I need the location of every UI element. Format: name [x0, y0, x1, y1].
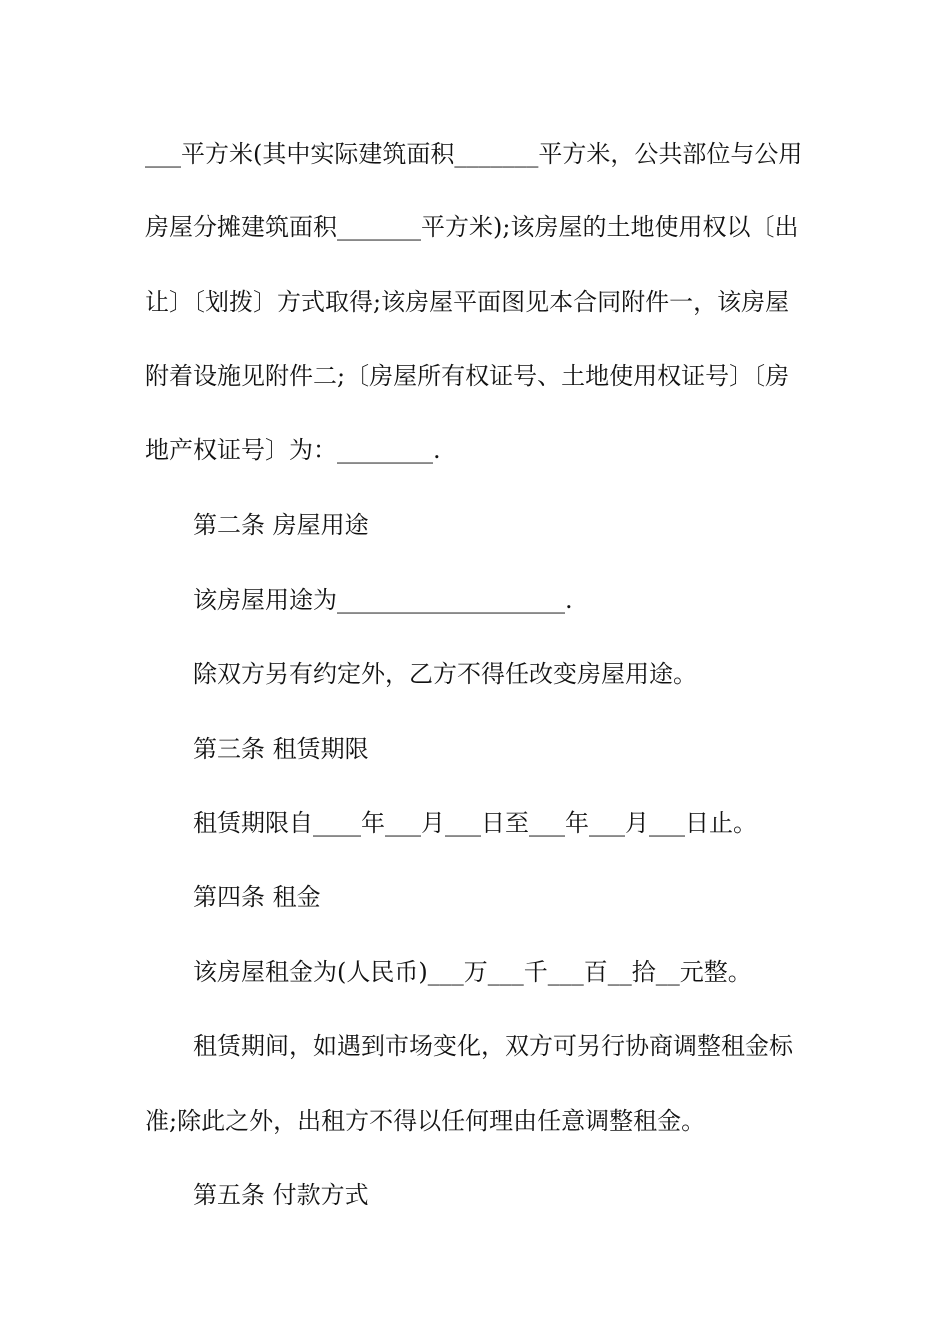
paragraph-line: 准;除此之外，出租方不得以任何理由任意调整租金。	[145, 1107, 706, 1135]
paragraph-line: ___平方米(其中实际建筑面积_______平方米，公共部位与公用	[145, 140, 803, 168]
paragraph-line: 让〕〔划拨〕方式取得;该房屋平面图见本合同附件一，该房屋	[145, 288, 790, 316]
paragraph-line: 该房屋租金为(人民币)___万___千___百__拾__元整。	[193, 958, 752, 986]
article-heading: 第三条 租赁期限	[193, 735, 369, 763]
paragraph-line: 租赁期间，如遇到市场变化，双方可另行协商调整租金标	[193, 1032, 793, 1060]
article-heading: 第五条 付款方式	[193, 1181, 369, 1209]
paragraph-line: 地产权证号〕为：________.	[145, 436, 441, 464]
paragraph-line: 除双方另有约定外，乙方不得任改变房屋用途。	[193, 660, 697, 688]
article-heading: 第二条 房屋用途	[193, 511, 369, 539]
paragraph-line: 房屋分摊建筑面积_______平方米);该房屋的土地使用权以〔出	[145, 213, 799, 241]
paragraph-line: 该房屋用途为___________________.	[193, 586, 573, 614]
paragraph-line: 附着设施见附件二;〔房屋所有权证号、土地使用权证号〕〔房	[145, 362, 790, 390]
paragraph-line: 租赁期限自____年___月___日至___年___月___日止。	[193, 809, 757, 837]
article-heading: 第四条 租金	[193, 883, 321, 911]
